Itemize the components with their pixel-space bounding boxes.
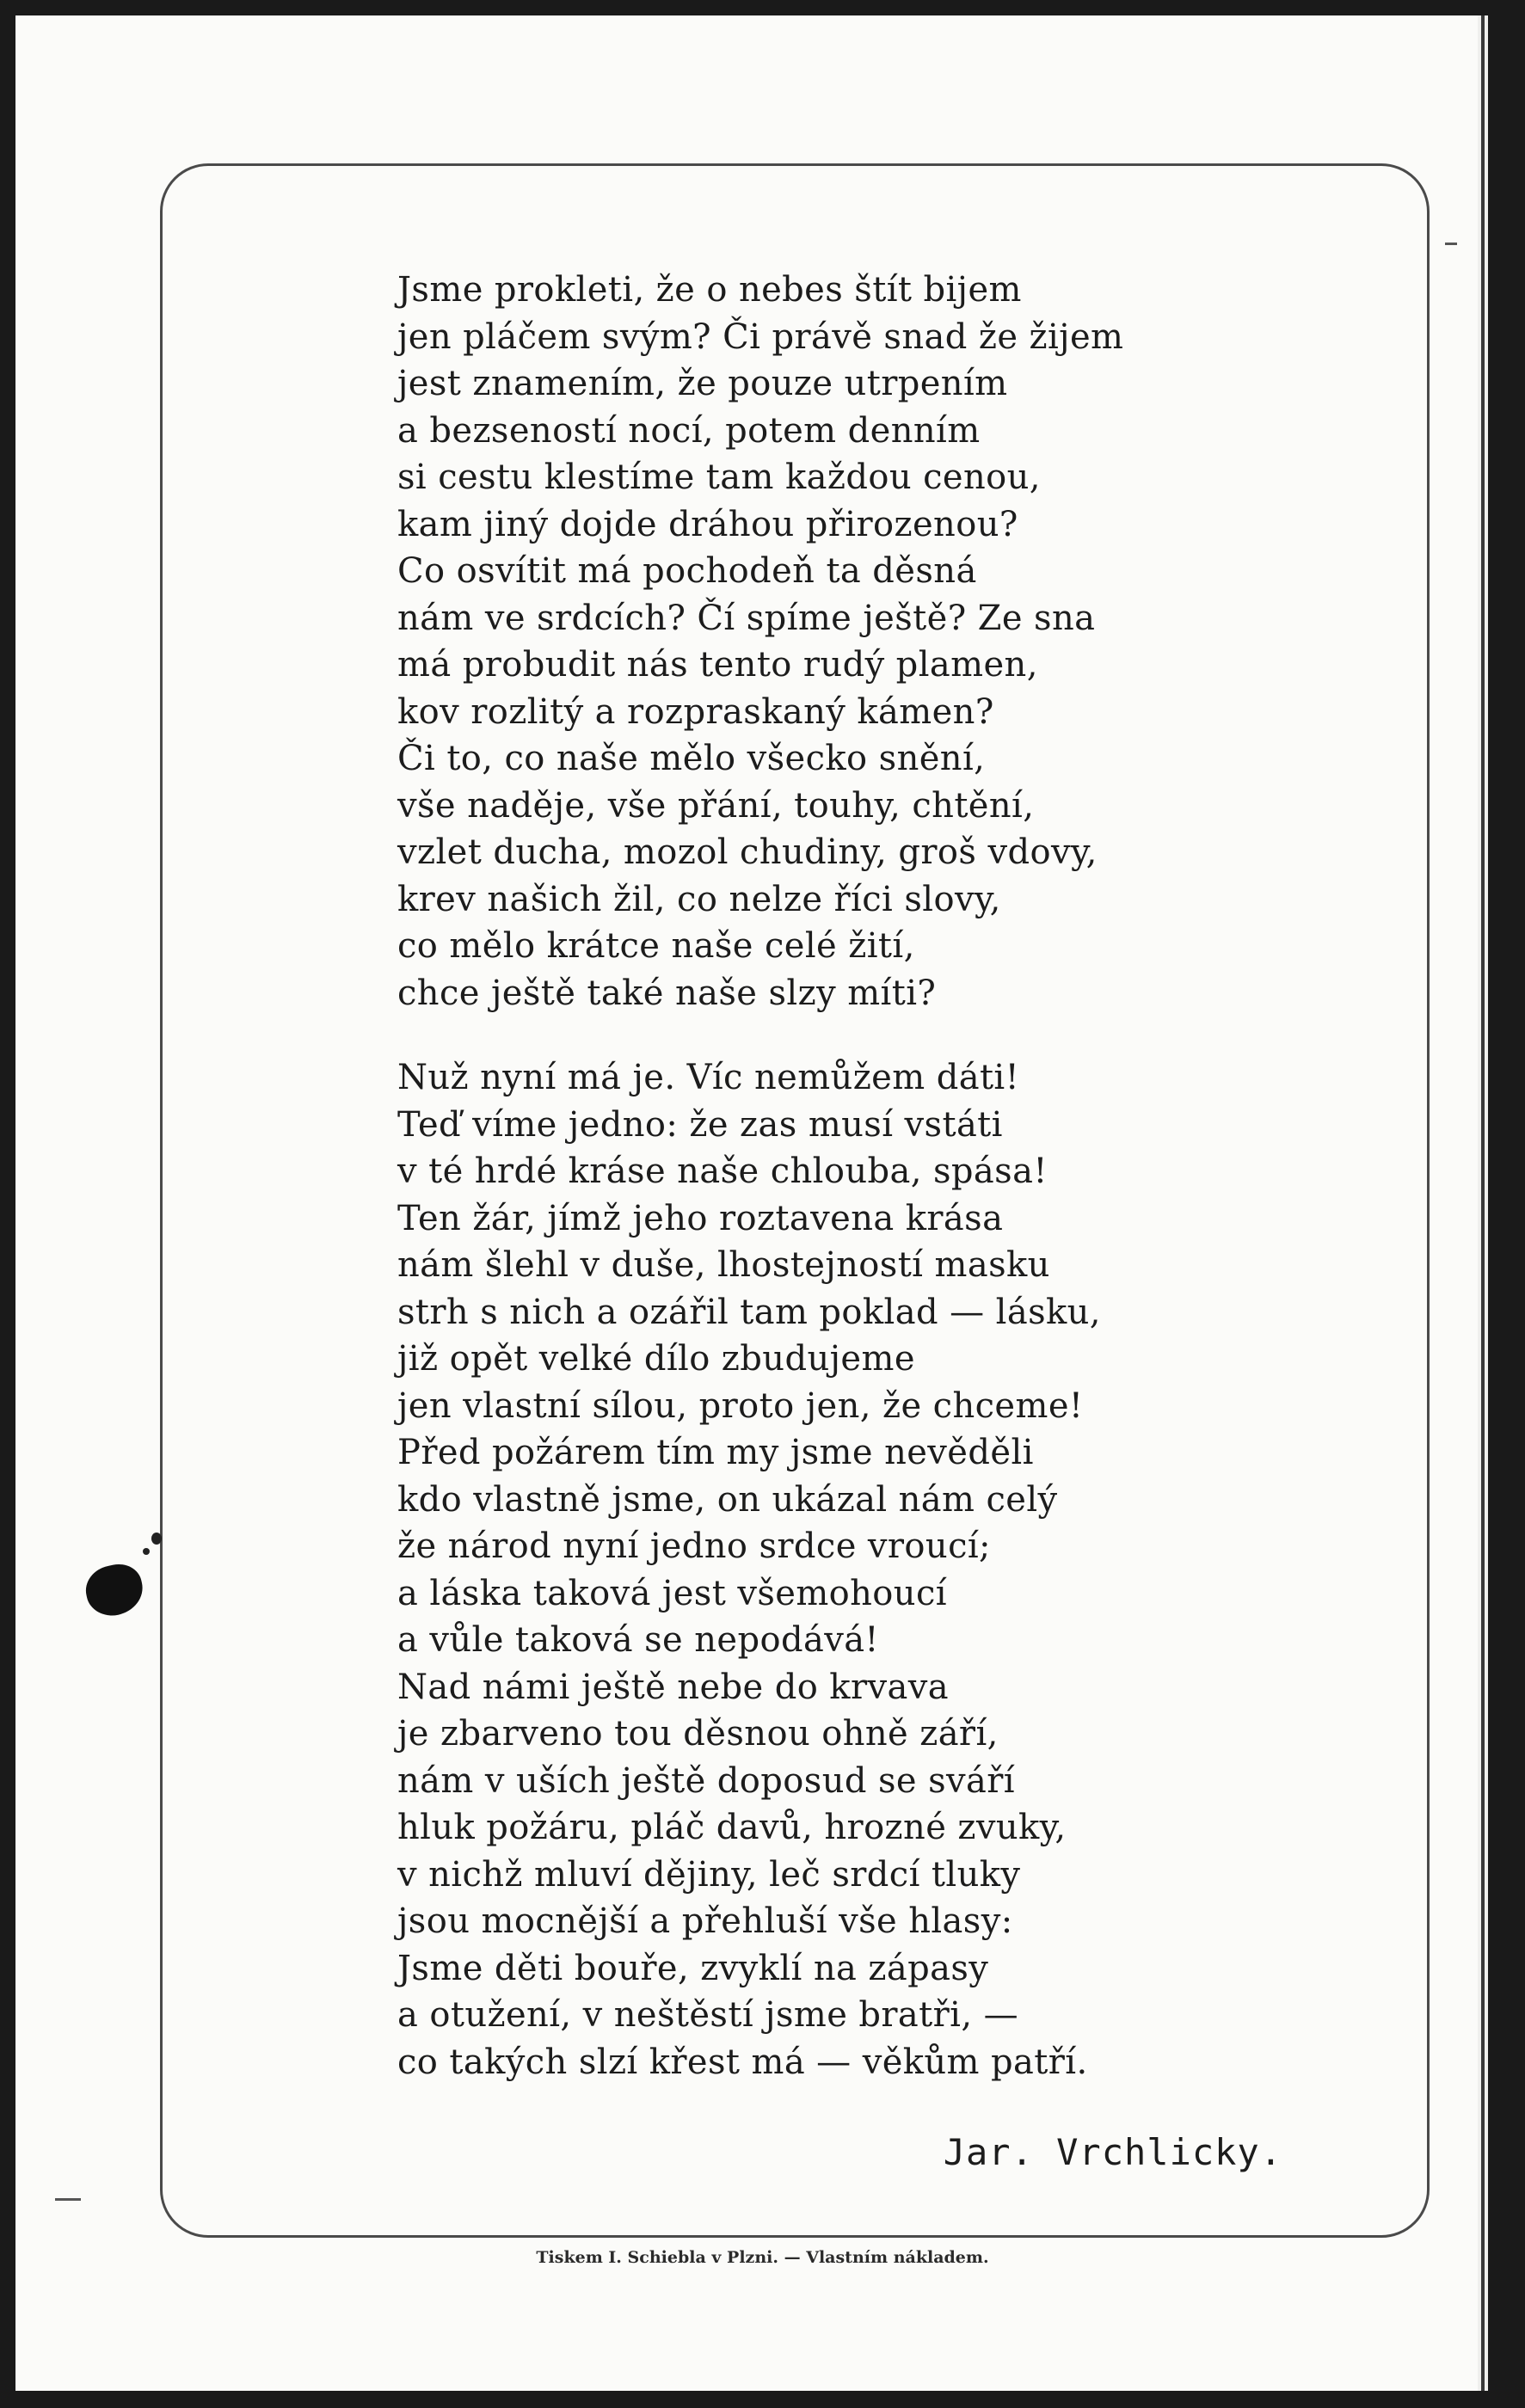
printer-imprint: Tiskem I. Schiebla v Plzni. — Vlastním nákladem. — [536, 2248, 989, 2267]
poem-line: Ten žár, jímž jeho roztavena krása — [397, 1198, 1004, 1238]
poem-line: krev našich žil, co nelze říci slovy, — [397, 879, 1001, 919]
poem-line: a otužení, v neštěstí jsme bratři, — — [397, 1995, 1018, 2035]
poem-line: strh s nich a ozářil tam poklad — lásku, — [397, 1292, 1101, 1332]
margin-mark — [1445, 243, 1457, 245]
poem-line: je zbarveno tou děsnou ohně září, — [397, 1714, 999, 1754]
poem-line: vše naděje, vše přání, touhy, chtění, — [397, 785, 1035, 826]
margin-mark — [55, 2198, 81, 2201]
poem-line: a vůle taková se nepodává! — [397, 1620, 879, 1660]
poem-line: nám ve srdcích? Čí spíme ještě? Ze sna — [397, 598, 1096, 638]
poem-line: Co osvítit má pochodeň ta děsná — [397, 551, 977, 591]
poem-line: kov rozlitý a rozpraskaný kámen? — [397, 691, 994, 732]
author-signature: Jar. Vrchlicky. — [943, 2131, 1282, 2173]
ink-speck — [143, 1548, 150, 1555]
ink-speck — [151, 1533, 162, 1545]
poem-line: již opět velké dílo zbudujeme — [397, 1339, 915, 1379]
poem-line: má probudit nás tento rudý plamen, — [397, 645, 1038, 685]
poem-line: vzlet ducha, mozol chudiny, groš vdovy, — [397, 832, 1098, 872]
poem-line: a láska taková jest všemohoucí — [397, 1573, 947, 1613]
poem-line: jen vlastní sílou, proto jen, že chceme! — [397, 1385, 1084, 1426]
poem-line: v té hrdé kráse naše chlouba, spása! — [397, 1152, 1048, 1191]
poem-line: nám šlehl v duše, lhostejností masku — [397, 1245, 1050, 1285]
poem-line: si cestu klestíme tam každou cenou, — [397, 458, 1041, 497]
poem-line: že národ nyní jedno srdce vroucí; — [397, 1526, 991, 1566]
poem-line: Nad námi ještě nebe do krvava — [397, 1667, 949, 1707]
poem-line: Či to, co naše mělo všecko snění, — [397, 739, 986, 778]
poem-line: kam jiný dojde dráhou přirozenou? — [397, 504, 1018, 544]
poem-line: kdo vlastně jsme, on ukázal nám celý — [397, 1479, 1058, 1520]
poem — [397, 267, 1344, 2086]
poem-line: Jsme prokleti, že o nebes štít bijem — [397, 270, 1022, 310]
poem-line: Nuž nyní má je. Víc nemůžem dáti! — [397, 1058, 1020, 1097]
poem-line: chce ještě také naše slzy míti? — [397, 973, 937, 1013]
poem-line: a bezseností nocí, potem denním — [397, 410, 981, 451]
poem-line: jest znamením, že pouze utrpením — [397, 364, 1008, 403]
poem-line: co takých slzí křest má — věkům patří. — [397, 2042, 1088, 2082]
poem-line: co mělo krátce naše celé žití, — [397, 926, 915, 966]
poem-line: jen pláčem svým? Či právě snad že žijem — [397, 316, 1124, 357]
page-edge-shadow — [1481, 15, 1485, 2391]
poem-line: hluk požáru, pláč davů, hrozné zvuky, — [397, 1808, 1067, 1847]
poem-line: v nichž mluví dějiny, leč srdcí tluky — [397, 1854, 1021, 1895]
poem-line: Jsme děti bouře, zvyklí na zápasy — [397, 1948, 989, 1988]
poem-line: Teď víme jedno: že zas musí vstáti — [397, 1104, 1003, 1145]
poem-line: Před požárem tím my jsme nevěděli — [397, 1433, 1034, 1472]
stanza-2 — [397, 1054, 1344, 2086]
poem-line: jsou mocnější a přehluší vše hlasy: — [397, 1901, 1013, 1941]
poem-line: nám v uších ještě doposud se sváří — [397, 1760, 1015, 1801]
stanza-1 — [397, 267, 1344, 1017]
